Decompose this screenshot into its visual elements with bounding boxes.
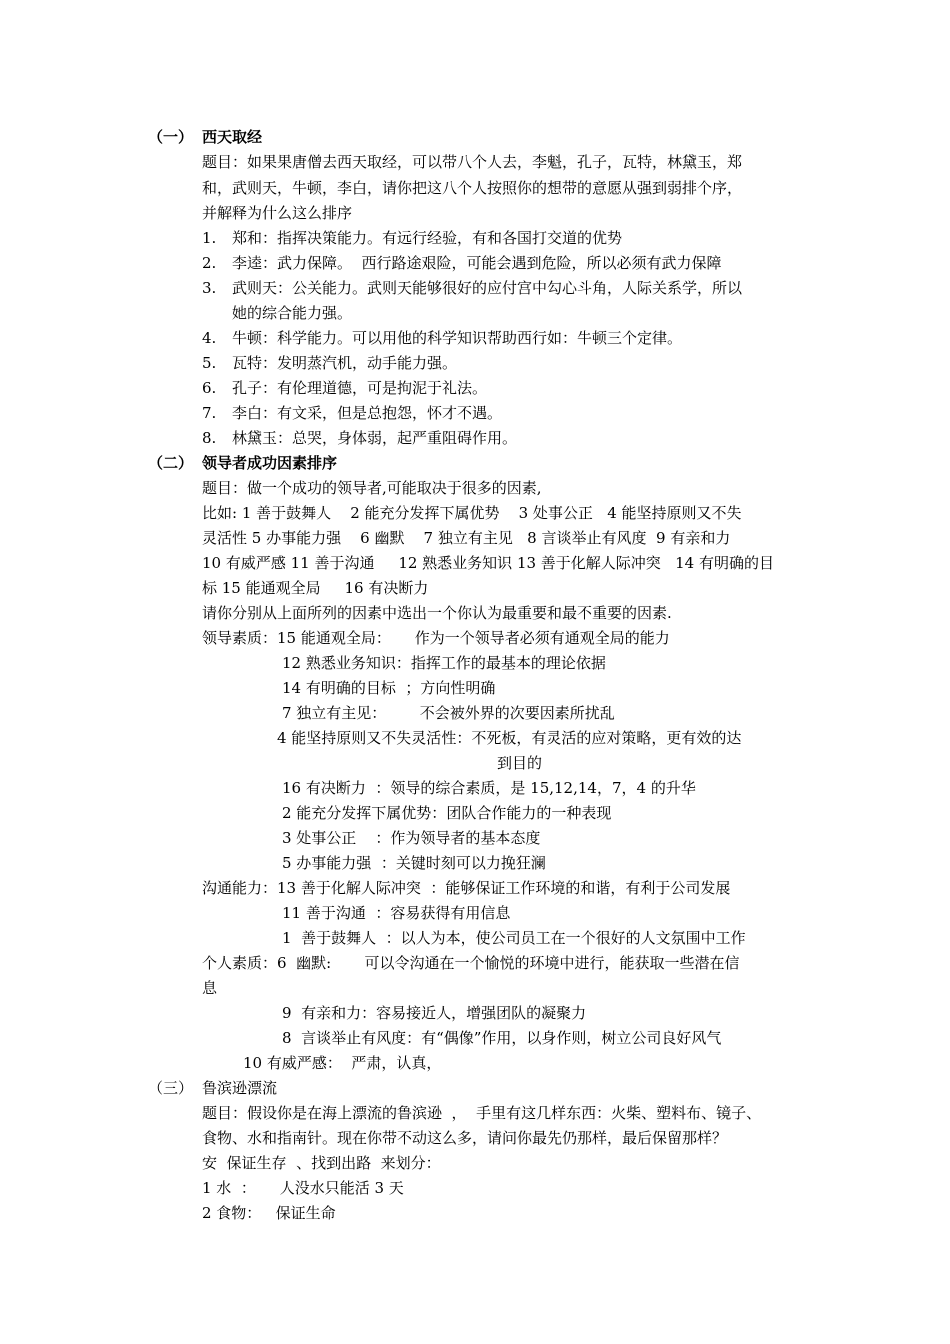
section-3-number: （三） <box>148 1079 194 1097</box>
list-item-number: 4. <box>202 329 217 347</box>
personal-quality-line: 息 <box>202 979 218 997</box>
personal-quality-line: 8 言谈举止有风度：有“偶像”作用，以身作则，树立公司良好风气 <box>282 1029 722 1047</box>
section-1-title: 西天取经 <box>202 128 263 146</box>
leadership-quality-line: 2 能充分发挥下属优势：团队合作能力的一种表现 <box>282 804 612 822</box>
communication-line: 沟通能力：13 善于化解人际冲突 ：能够保证工作环境的和谐，有利于公司发展 <box>202 879 731 897</box>
list-item-number: 5. <box>202 354 217 372</box>
personal-quality-line: 个人素质：6 幽默: 可以令沟通在一个愉悦的环境中进行，能获取一些潜在信 <box>202 954 740 972</box>
section-2-line: 比如: 1 善于鼓舞人 2 能充分发挥下属优势 3 处事公正 4 能坚持原则又不失 <box>202 504 742 522</box>
section-1-question: 和，武则天，牛顿，李白，请你把这八个人按照你的想带的意愿从强到弱排个序， <box>202 179 743 197</box>
communication-line: 1 善于鼓舞人 ：以人为本，使公司员工在一个很好的人文氛围中工作 <box>282 929 746 947</box>
list-item-number: 2. <box>202 254 217 272</box>
section-1-number: （一） <box>148 128 194 146</box>
section-2-line: 题目：做一个成功的领导者,可能取决于很多的因素, <box>202 479 542 497</box>
list-item-number: 3. <box>202 279 217 297</box>
leadership-quality-line: 16 有决断力 ：领导的综合素质，是 15,12,14，7，4 的升华 <box>282 779 696 797</box>
section-2-number: （二） <box>148 454 194 472</box>
list-item-continuation: 她的综合能力强。 <box>232 304 353 322</box>
communication-line: 11 善于沟通 ：容易获得有用信息 <box>282 904 511 922</box>
section-3-line: 安 保证生存 、找到出路 来划分： <box>202 1154 441 1172</box>
list-item: 瓦特：发明蒸汽机，动手能力强。 <box>232 354 458 372</box>
list-item: 郑和：指挥决策能力。有远行经验，有和各国打交道的优势 <box>232 229 623 247</box>
leadership-quality-line: 12 熟悉业务知识：指挥工作的最基本的理论依据 <box>282 654 606 672</box>
list-item: 孔子：有伦理道德，可是拘泥于礼法。 <box>232 379 488 397</box>
section-3-title: 鲁滨逊漂流 <box>202 1079 278 1097</box>
leadership-quality-line: 5 办事能力强 ：关键时刻可以力挽狂澜 <box>282 854 546 872</box>
personal-quality-line: 10 有威严感： 严肃，认真， <box>243 1054 442 1072</box>
leadership-quality-line: 领导素质：15 能通观全局： 作为一个领导者必须有通观全局的能力 <box>202 629 670 647</box>
list-item-number: 7. <box>202 404 217 422</box>
list-item: 李白：有文采，但是总抱怨，怀才不遇。 <box>232 404 503 422</box>
section-2-line: 10 有威严感 11 善于沟通 12 熟悉业务知识 13 善于化解人际冲突 14 有明确的目 <box>202 554 774 572</box>
leadership-quality-line: 7 独立有主见： 不会被外界的次要因素所扰乱 <box>282 704 615 722</box>
list-item-number: 6. <box>202 379 217 397</box>
section-1-question: 题目：如果果唐僧去西天取经，可以带八个人去，李魁，孔子，瓦特，林黛玉，郑 <box>202 153 743 171</box>
list-item: 林黛玉：总哭，身体弱，起严重阻碍作用。 <box>232 429 518 447</box>
section-2-line: 灵活性 5 办事能力强 6 幽默 7 独立有主见 8 言谈举止有风度 9 有亲和力 <box>202 529 731 547</box>
section-2-line: 标 15 能通观全局 16 有决断力 <box>202 579 429 597</box>
list-item: 牛顿：科学能力。可以用他的科学知识帮助西行如：牛顿三个定律。 <box>232 329 683 347</box>
list-item-number: 1. <box>202 229 217 247</box>
list-item: 武则天：公关能力。武则天能够很好的应付宫中勾心斗角，人际关系学，所以 <box>232 279 743 297</box>
leadership-quality-line: 到目的 <box>497 754 543 772</box>
section-3-line: 1 水 ： 人没水只能活 3 天 <box>202 1179 404 1197</box>
section-3-line: 食物、水和指南针。现在你带不动这么多，请问你最先仍那样，最后保留那样？ <box>202 1129 728 1147</box>
list-item-number: 8. <box>202 429 217 447</box>
section-3-line: 题目：假设你是在海上漂流的鲁滨逊 ， 手里有这几样东西：火柴、塑料布、镜子、 <box>202 1104 762 1122</box>
leadership-quality-line: 14 有明确的目标 ；方向性明确 <box>282 679 496 697</box>
section-3-line: 2 食物： 保证生命 <box>202 1204 336 1222</box>
leadership-quality-line: 4 能坚持原则又不失灵活性：不死板，有灵活的应对策略，更有效的达 <box>277 729 742 747</box>
section-2-line: 请你分别从上面所列的因素中选出一个你认为最重要和最不重要的因素. <box>202 604 672 622</box>
personal-quality-line: 9 有亲和力：容易接近人，增强团队的凝聚力 <box>282 1004 587 1022</box>
section-1-question: 并解释为什么这么排序 <box>202 204 353 222</box>
leadership-quality-line: 3 处事公正 ：作为领导者的基本态度 <box>282 829 541 847</box>
list-item: 李逵：武力保障。 西行路途艰险，可能会遇到危险，所以必须有武力保障 <box>232 254 722 272</box>
section-2-title: 领导者成功因素排序 <box>202 454 338 472</box>
